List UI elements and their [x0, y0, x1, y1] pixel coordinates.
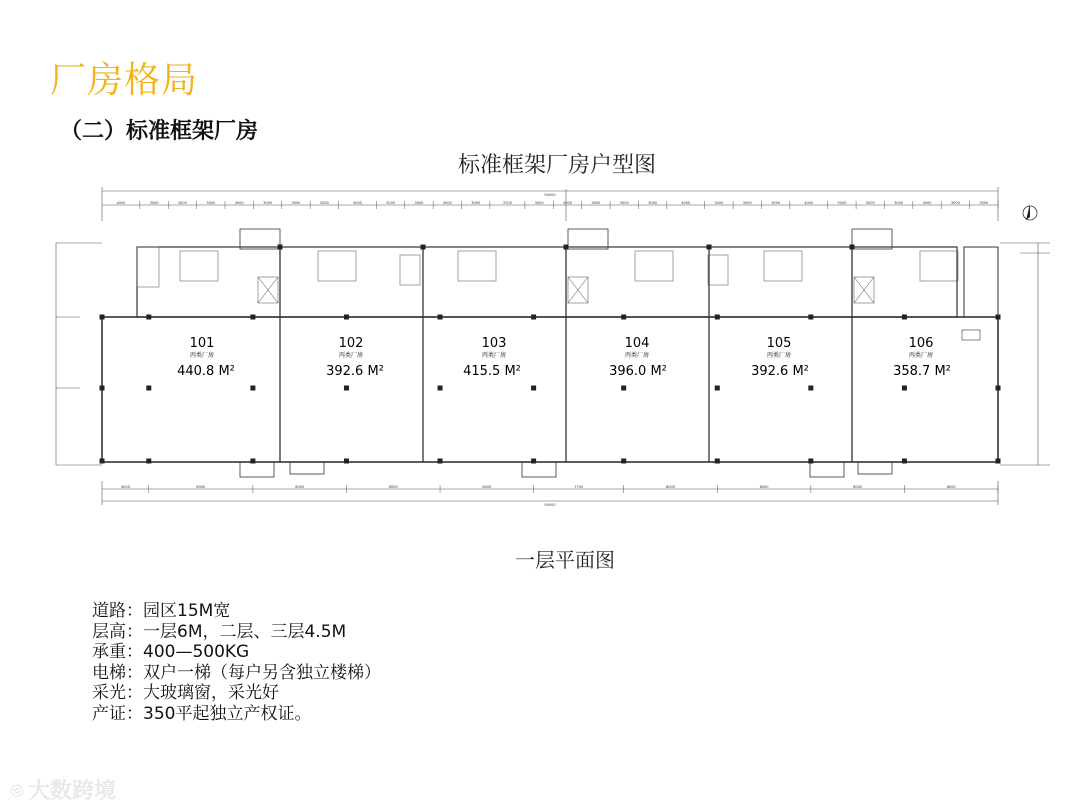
dimension-label: 3000 [471, 201, 481, 205]
dimension-label: 4000 [116, 201, 126, 205]
dimension-label: 3000 [950, 201, 960, 205]
unit-area: 358.7 M² [893, 364, 951, 379]
column [996, 315, 1001, 320]
dimension-label: 3000 [591, 201, 601, 205]
column [902, 459, 907, 464]
bottom-dimension-lines [102, 481, 998, 505]
plan-title: 标准框架厂房户型图 [457, 153, 656, 178]
column [621, 315, 626, 320]
dimension-label: 3000 [177, 201, 187, 205]
unit-area: 440.8 M² [177, 364, 235, 379]
dimension-label: 3000 [563, 201, 572, 205]
bottom-dimension-labels [121, 485, 956, 489]
spec-lighting: 采光：大玻璃窗，采光好 [92, 683, 279, 703]
dimension-label: 4000 [804, 201, 814, 205]
column [146, 315, 151, 320]
column [278, 245, 283, 250]
column [996, 459, 1001, 464]
total-dimension-top: 90000 [544, 193, 556, 197]
floor-plan-caption: 一层平面图 [515, 548, 615, 572]
column [902, 315, 907, 320]
dimension-label: 3000 [442, 201, 452, 205]
unit-type: 丙类厂房 [624, 352, 650, 359]
column [902, 386, 907, 391]
unit-number: 104 [624, 336, 650, 351]
dimension-label: 3000 [386, 201, 396, 205]
service-cores [137, 247, 958, 303]
unit-label-103 [463, 336, 521, 379]
spec-load: 承重：400—500KG [92, 642, 250, 662]
watermark-text: 大数跨境 [27, 779, 116, 804]
column [715, 315, 720, 320]
unit-label-106 [893, 336, 951, 379]
dimension-label: 3000 [894, 201, 904, 205]
unit-label-104 [609, 336, 667, 379]
column [100, 459, 105, 464]
dimension-label: 3000 [979, 201, 989, 205]
column [996, 386, 1001, 391]
dimension-label: 3000 [771, 201, 781, 205]
unit-number: 105 [766, 336, 792, 351]
dimension-label: 3000 [206, 201, 216, 205]
column [100, 315, 105, 320]
spec-road: 道路：园区15M宽 [92, 601, 231, 621]
column [146, 459, 151, 464]
spec-list [92, 601, 381, 724]
dimension-label: 8000 [295, 485, 305, 489]
unit-label-105 [751, 336, 809, 379]
unit-number: 103 [481, 336, 507, 351]
unit-area: 396.0 M² [609, 364, 667, 379]
column [344, 386, 349, 391]
dimension-label: 3000 [234, 201, 244, 205]
floor-plan [40, 185, 1050, 515]
building-outline [102, 229, 998, 477]
dimension-label: 4000 [120, 485, 130, 489]
dimension-label: 4000 [681, 201, 691, 205]
column [344, 459, 349, 464]
section-subtitle: （二）标准框架厂房 [60, 119, 259, 144]
dimension-label: 8000 [853, 485, 863, 489]
top-dimension-labels [116, 201, 988, 205]
column [421, 245, 426, 250]
column [531, 386, 536, 391]
watermark-logo-icon: ◎ [10, 780, 24, 799]
spec-certificate: 产证：350平起独立产权证。 [92, 703, 312, 724]
dimension-label: 3000 [319, 201, 329, 205]
column [250, 386, 255, 391]
dimension-label: 8900 [196, 485, 206, 489]
column [438, 386, 443, 391]
dimension-label: 3000 [414, 201, 424, 205]
unit-type: 丙类厂房 [189, 352, 215, 359]
column [438, 459, 443, 464]
unit-area: 392.6 M² [751, 364, 809, 379]
dimension-label: 3000 [619, 201, 629, 205]
unit-number: 106 [908, 336, 934, 351]
dimension-label: 8000 [759, 485, 769, 489]
unit-area: 415.5 M² [463, 364, 521, 379]
watermark [10, 774, 116, 805]
dimension-label: 3000 [742, 201, 752, 205]
column [850, 245, 855, 250]
structural-columns [100, 245, 1001, 464]
column [715, 386, 720, 391]
column [344, 315, 349, 320]
column [438, 315, 443, 320]
spec-floor-height: 层高：一层6M，二层、三层4.5M [92, 621, 347, 642]
dimension-label: 3000 [534, 201, 544, 205]
dimension-label: 8000 [666, 485, 675, 489]
dimension-label: 3000 [648, 201, 658, 205]
unit-area: 392.6 M² [326, 364, 384, 379]
dimension-label: 3000 [714, 201, 724, 205]
unit-type: 丙类厂房 [908, 352, 934, 359]
column [715, 459, 720, 464]
spec-elevator: 电梯：双户一梯（每户另含独立楼梯） [92, 662, 381, 683]
unit-type: 丙类厂房 [766, 352, 792, 359]
column [531, 315, 536, 320]
dimension-label: 8000 [482, 485, 492, 489]
dimension-label: 7700 [574, 485, 584, 489]
unit-number: 101 [189, 336, 215, 351]
unit-type: 丙类厂房 [481, 352, 507, 359]
unit-label-101 [177, 336, 235, 379]
column [808, 386, 813, 391]
dimension-label: 3000 [149, 201, 159, 205]
unit-number: 102 [338, 336, 364, 351]
dimension-label: 3000 [865, 201, 875, 205]
unit-type: 丙类厂房 [338, 352, 364, 359]
column [100, 386, 105, 391]
column [531, 459, 536, 464]
column [250, 459, 255, 464]
column [250, 315, 255, 320]
total-dimension-bottom: 90000 [544, 503, 556, 507]
dimension-label: 3000 [837, 201, 847, 205]
dimension-label: 3000 [291, 201, 301, 205]
floor-plan-drawing [40, 185, 1050, 515]
column [808, 459, 813, 464]
unit-label-102 [326, 336, 384, 379]
column [707, 245, 712, 250]
column [621, 386, 626, 391]
dimension-label: 3000 [922, 201, 932, 205]
column [808, 315, 813, 320]
column [564, 245, 569, 250]
dimension-label: 4000 [352, 201, 362, 205]
dimension-label: 3000 [263, 201, 273, 205]
page-title: 厂房格局 [50, 60, 199, 101]
column [621, 459, 626, 464]
dimension-label: 8000 [388, 485, 398, 489]
dimension-label: 3700 [502, 201, 512, 205]
column [146, 386, 151, 391]
north-arrow [1023, 204, 1037, 220]
dimension-label: 8000 [946, 485, 956, 489]
